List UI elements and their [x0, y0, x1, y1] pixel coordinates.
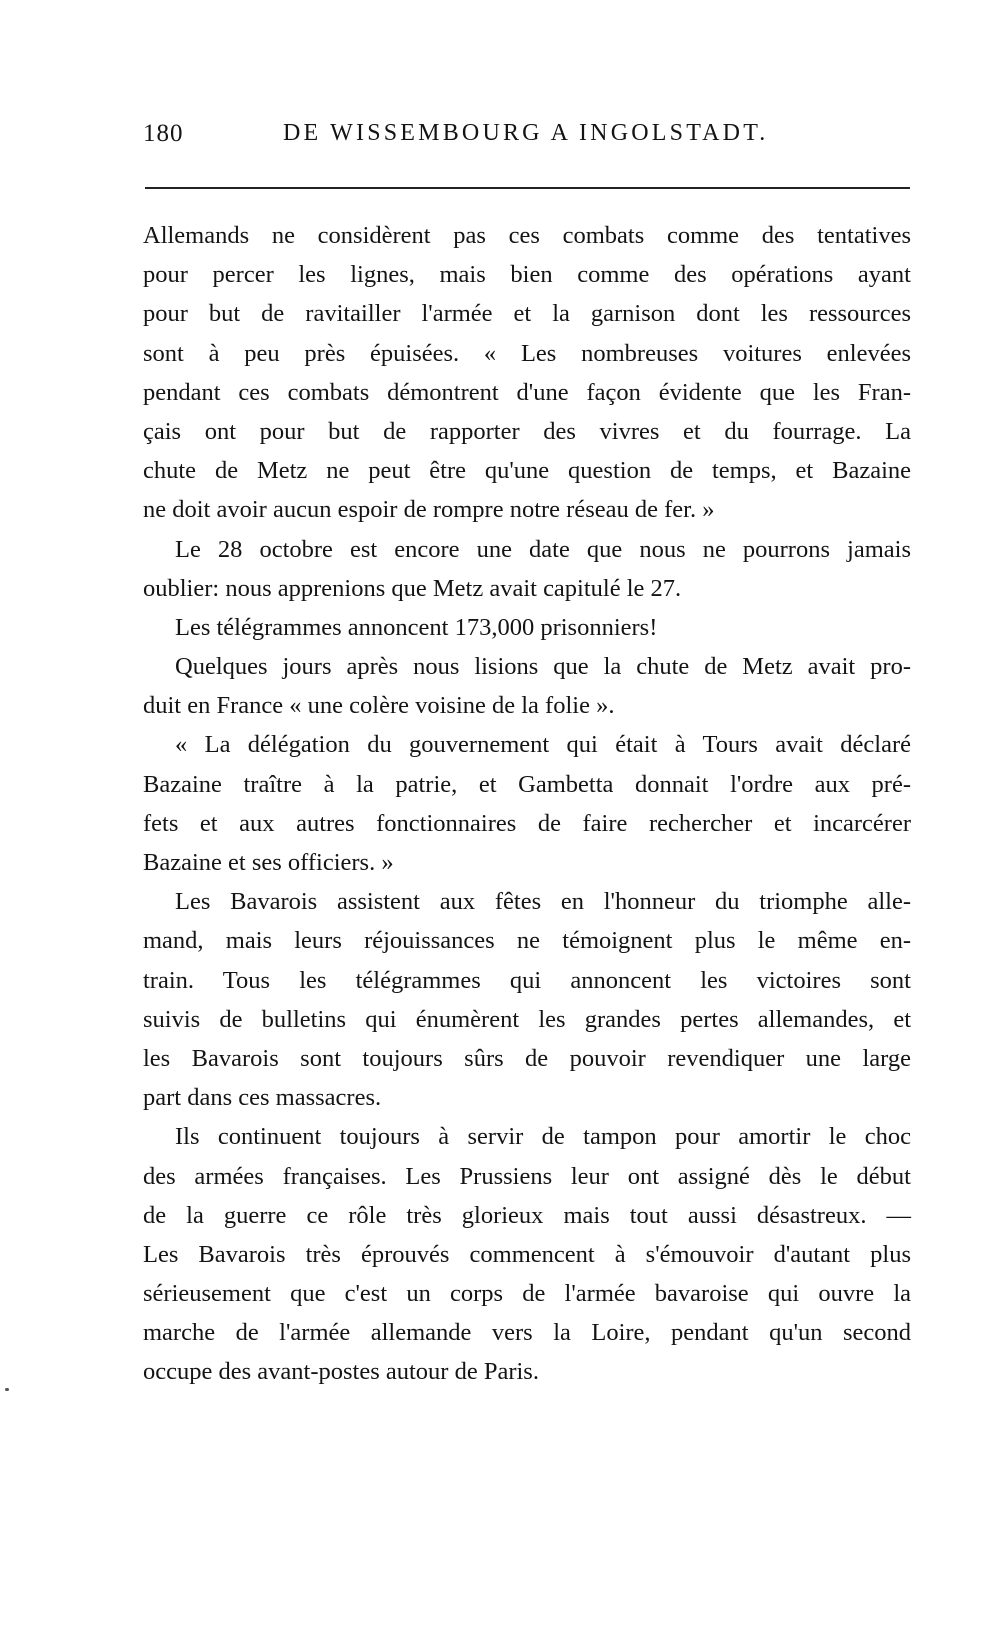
text-line: oublier: nous apprenions que Metz avait capitulé le 27. [143, 574, 682, 602]
text-line: duit en France « une colère voisine de la folie ». [143, 692, 615, 720]
text-line: marche de l'armée allemande vers la Loire, pendant qu'un second [143, 1319, 911, 1347]
text-line: les Bavarois sont toujours sûrs de pouvoir revendiquer une large [143, 1044, 911, 1072]
text-line: chute de Metz ne peut être qu'une question de temps, et Bazaine [143, 457, 911, 485]
text-line: pour percer les lignes, mais bien comme des opérations ayant [143, 261, 911, 289]
text-line: fets et aux autres fonctionnaires de faire rechercher et incarcérer [143, 809, 911, 837]
text-line: train. Tous les télégrammes qui annoncent les victoires sont [143, 966, 911, 994]
text-line: mand, mais leurs réjouissances ne témoignent plus le même en- [143, 927, 911, 955]
text-line: suivis de bulletins qui énumèrent les grandes pertes allemandes, et [143, 1005, 911, 1033]
text-line: Bazaine traître à la patrie, et Gambetta donnait l'ordre aux pré- [143, 770, 911, 798]
text-line: ne doit avoir aucun espoir de rompre notre réseau de fer. » [143, 496, 715, 524]
text-line: des armées françaises. Les Prussiens leur ont assigné dès le début [143, 1162, 911, 1190]
text-line: Le 28 octobre est encore une date que nous ne pourrons jamais [175, 535, 911, 563]
scan-speck [5, 1388, 9, 1391]
text-line: çais ont pour but de rapporter des vivres et du fourrage. La [143, 417, 911, 445]
text-line: Allemands ne considèrent pas ces combats comme des tentatives [143, 222, 911, 249]
text-line: « La délégation du gouvernement qui était à Tours avait déclaré [175, 731, 911, 759]
text-line: Les Bavarois très éprouvés commencent à s'émouvoir d'autant plus [143, 1240, 911, 1268]
text-line: pendant ces combats démontrent d'une façon évidente que les Fran- [143, 378, 911, 406]
text-line: Ils continuent toujours à servir de tampon pour amortir le choc [175, 1123, 911, 1151]
text-line: sont à peu près épuisées. « Les nombreuses voitures enlevées [143, 339, 911, 367]
text-line: de la guerre ce rôle très glorieux mais tout aussi désastreux. — [143, 1201, 911, 1229]
text-line: Les télégrammes annoncent 173,000 prisonniers! [175, 613, 658, 641]
text-line: pour but de ravitailler l'armée et la garnison dont les ressources [143, 300, 911, 328]
text-line: part dans ces massacres. [143, 1084, 382, 1112]
header-rule [145, 187, 910, 189]
running-head [143, 120, 913, 160]
body-text [143, 216, 911, 1392]
text-line: Bazaine et ses officiers. » [143, 849, 394, 876]
page-number: 180 [143, 120, 184, 147]
running-title: DE WISSEMBOURG A INGOLSTADT. [283, 120, 769, 146]
text-line: Quelques jours après nous lisions que la chute de Metz avait pro- [175, 653, 911, 681]
text-line: sérieusement que c'est un corps de l'armée bavaroise qui ouvre la [143, 1280, 911, 1308]
text-line: occupe des avant-postes autour de Paris. [143, 1358, 539, 1386]
text-line: Les Bavarois assistent aux fêtes en l'honneur du triomphe alle- [175, 888, 911, 916]
